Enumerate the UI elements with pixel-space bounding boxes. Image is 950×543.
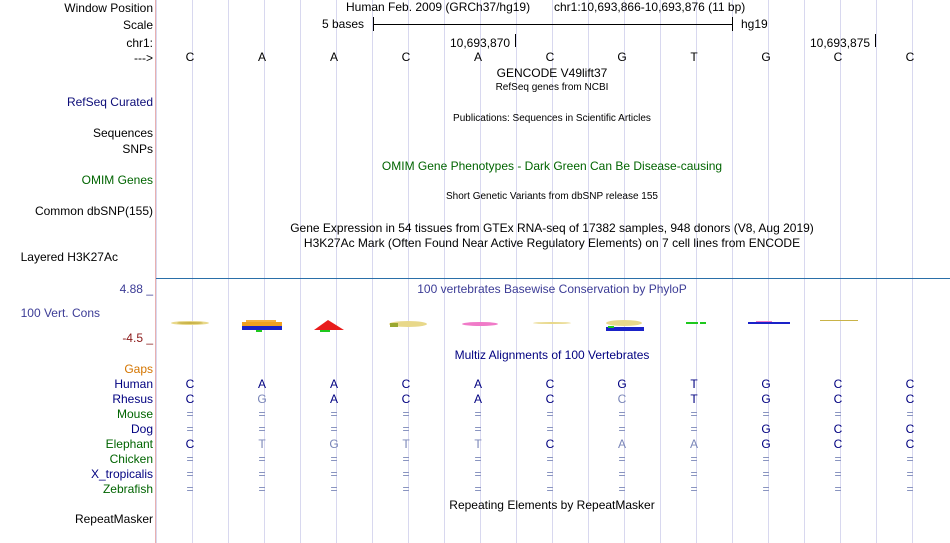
label-common-dbsnp[interactable]: Common dbSNP(155) <box>34 204 153 218</box>
alignment-base: T <box>402 437 410 451</box>
repeatmasker-description: Repeating Elements by RepeatMasker <box>449 498 655 512</box>
conservation-logo <box>156 314 950 336</box>
alignment-base: = <box>762 482 770 496</box>
logo-a-2 <box>242 320 282 332</box>
alignment-base: = <box>402 422 410 436</box>
logo-g-9 <box>748 321 790 324</box>
alignment-base: = <box>618 422 626 436</box>
alignment-base: = <box>546 482 554 496</box>
label-scale: Scale <box>122 18 153 32</box>
alignment-base: = <box>474 407 482 421</box>
alignment-base: A <box>329 392 339 406</box>
alignment-base: = <box>258 467 266 481</box>
multiz-title: Multiz Alignments of 100 Vertebrates <box>454 348 650 362</box>
alignment-base: = <box>762 452 770 466</box>
alignment-base: = <box>402 467 410 481</box>
alignment-base: A <box>329 377 339 391</box>
alignment-base: = <box>906 482 914 496</box>
alignment-base: = <box>762 407 770 421</box>
alignment-base: = <box>330 467 338 481</box>
alignment-base: C <box>185 437 195 451</box>
alignment-base: C <box>185 392 195 406</box>
alignment-base: = <box>690 482 698 496</box>
alignment-base: T <box>690 377 698 391</box>
gtex-description: Gene Expression in 54 tissues from GTEx RNA-seq of 17382 samples, 948 donors (V8, Aug 2019) <box>290 221 814 235</box>
base-letter: C <box>401 50 411 64</box>
ruler-tick-1: 10,693,870 <box>450 36 511 50</box>
alignment-base: = <box>186 407 194 421</box>
logo-t-8 <box>686 322 706 324</box>
alignment-base: = <box>402 482 410 496</box>
alignment-base: = <box>618 467 626 481</box>
gencode-title[interactable]: GENCODE V49lift37 <box>496 66 608 80</box>
logo-a-5 <box>462 322 498 326</box>
alignment-base: A <box>473 392 483 406</box>
alignment-base: = <box>618 482 626 496</box>
alignment-base: G <box>617 377 627 391</box>
species-label[interactable]: Dog <box>130 422 153 436</box>
alignment-base: = <box>402 452 410 466</box>
alignment-base: C <box>545 437 555 451</box>
alignment-base: C <box>833 392 843 406</box>
logo-c-10 <box>820 320 858 321</box>
alignment-base: = <box>330 407 338 421</box>
alignment-base: C <box>833 437 843 451</box>
label-gaps[interactable]: Gaps <box>124 362 153 376</box>
species-label[interactable]: Mouse <box>116 407 153 421</box>
base-letter: T <box>690 50 698 64</box>
species-label[interactable]: X_tropicalis <box>90 467 153 481</box>
species-label[interactable]: Rhesus <box>112 392 153 406</box>
base-letter: G <box>761 50 771 64</box>
alignment-base: = <box>474 467 482 481</box>
alignment-base: C <box>905 392 915 406</box>
alignment-base: = <box>906 452 914 466</box>
alignment-base: C <box>833 377 843 391</box>
logo-a-3 <box>314 320 344 332</box>
base-letter: A <box>257 50 267 64</box>
alignment-base: = <box>474 482 482 496</box>
alignment-base: = <box>474 422 482 436</box>
alignment-base: = <box>690 407 698 421</box>
logo-c-6 <box>533 322 571 324</box>
track-labels-panel <box>0 0 155 543</box>
alignment-base: = <box>186 482 194 496</box>
alignment-base: = <box>186 422 194 436</box>
alignment-base: = <box>258 482 266 496</box>
logo-c-1 <box>171 321 209 325</box>
ruler-tick-mark-1 <box>515 34 516 47</box>
refseq-description: RefSeq genes from NCBI <box>495 82 609 93</box>
alignment-base: C <box>545 392 555 406</box>
base-letter: C <box>905 50 915 64</box>
scale-db: hg19 <box>741 17 768 31</box>
base-letter: G <box>617 50 627 64</box>
alignment-base: C <box>401 392 411 406</box>
alignment-base: = <box>330 482 338 496</box>
alignment-base: = <box>258 407 266 421</box>
alignment-base: A <box>257 377 267 391</box>
alignment-base: A <box>473 377 483 391</box>
species-label[interactable]: Human <box>114 377 153 391</box>
base-letter: C <box>545 50 555 64</box>
alignment-base: = <box>186 467 194 481</box>
label-refseq-curated[interactable]: RefSeq Curated <box>66 95 153 109</box>
alignment-base: = <box>330 452 338 466</box>
label-cons-min: -4.5 _ <box>122 331 153 345</box>
scale-bar <box>373 17 733 31</box>
species-label[interactable]: Chicken <box>109 452 153 466</box>
base-letter: C <box>185 50 195 64</box>
alignment-base: C <box>545 377 555 391</box>
alignment-base: = <box>834 482 842 496</box>
label-strand[interactable]: ---> <box>134 51 153 65</box>
conservation-separator <box>156 278 950 279</box>
base-letter: C <box>833 50 843 64</box>
species-label[interactable]: Elephant <box>105 437 153 451</box>
alignment-base: = <box>834 407 842 421</box>
alignment-base: = <box>546 452 554 466</box>
alignment-base: = <box>690 422 698 436</box>
alignment-base: G <box>761 437 771 451</box>
label-100-vert-cons[interactable]: 100 Vert. Cons <box>20 306 100 320</box>
ruler-tick-2: 10,693,875 <box>810 36 871 50</box>
alignment-base: G <box>329 437 339 451</box>
base-letter: A <box>473 50 483 64</box>
alignment-base: = <box>186 452 194 466</box>
alignment-base: = <box>546 467 554 481</box>
alignment-base: = <box>834 467 842 481</box>
h3k27ac-description: H3K27Ac Mark (Often Found Near Active Regulatory Elements) on 7 cell lines from ENCODE <box>303 236 801 250</box>
alignment-base: C <box>905 422 915 436</box>
omim-description: OMIM Gene Phenotypes - Dark Green Can Be Disease-causing <box>381 159 723 173</box>
alignment-base: = <box>618 452 626 466</box>
alignment-base: C <box>617 392 627 406</box>
dbsnp-description: Short Genetic Variants from dbSNP release 155 <box>446 191 658 202</box>
logo-c-4 <box>389 321 427 327</box>
label-chr: chr1: <box>126 36 153 50</box>
alignment-base: = <box>906 467 914 481</box>
alignment-base: = <box>330 422 338 436</box>
alignment-base: = <box>906 407 914 421</box>
alignment-base: = <box>690 467 698 481</box>
alignment-base: = <box>546 422 554 436</box>
label-repeatmasker[interactable]: RepeatMasker <box>74 512 153 526</box>
alignment-base: = <box>474 452 482 466</box>
alignment-base: A <box>617 437 627 451</box>
alignment-base: G <box>761 392 771 406</box>
track-display[interactable] <box>156 0 950 543</box>
alignment-base: T <box>690 392 698 406</box>
alignment-base: G <box>761 377 771 391</box>
label-layered-h3k27ac[interactable]: Layered H3K27Ac <box>20 250 118 264</box>
label-sequences[interactable]: Sequences <box>92 126 153 140</box>
logo-g-7 <box>606 320 644 331</box>
label-omim-genes[interactable]: OMIM Genes <box>81 173 153 187</box>
alignment-base: A <box>689 437 699 451</box>
alignment-base: = <box>258 422 266 436</box>
base-letter: A <box>329 50 339 64</box>
label-cons-max: 4.88 _ <box>119 282 153 296</box>
label-snps[interactable]: SNPs <box>122 142 153 156</box>
position-range: chr1:10,693,866-10,693,876 (11 bp) <box>554 0 746 14</box>
alignment-base: = <box>762 467 770 481</box>
alignment-base: T <box>474 437 482 451</box>
alignment-base: C <box>401 377 411 391</box>
scale-text: 5 bases <box>322 17 365 31</box>
ruler-tick-mark-2 <box>875 34 876 47</box>
alignment-base: = <box>546 407 554 421</box>
alignment-base: C <box>833 422 843 436</box>
alignment-base: C <box>905 377 915 391</box>
alignment-base: G <box>761 422 771 436</box>
alignment-base: C <box>185 377 195 391</box>
label-window-position: Window Position <box>64 1 153 15</box>
alignment-base: = <box>690 452 698 466</box>
alignment-base: = <box>402 407 410 421</box>
alignment-base: = <box>834 452 842 466</box>
publications-description: Publications: Sequences in Scientific Articles <box>453 113 651 124</box>
alignment-base: = <box>258 452 266 466</box>
alignment-base: = <box>618 407 626 421</box>
alignment-base: G <box>257 392 267 406</box>
phylop-title: 100 vertebrates Basewise Conservation by PhyloP <box>417 282 687 296</box>
assembly-title: Human Feb. 2009 (GRCh37/hg19) <box>346 0 531 14</box>
species-label[interactable]: Zebrafish <box>102 482 153 496</box>
alignment-base: T <box>258 437 266 451</box>
alignment-base: C <box>905 437 915 451</box>
